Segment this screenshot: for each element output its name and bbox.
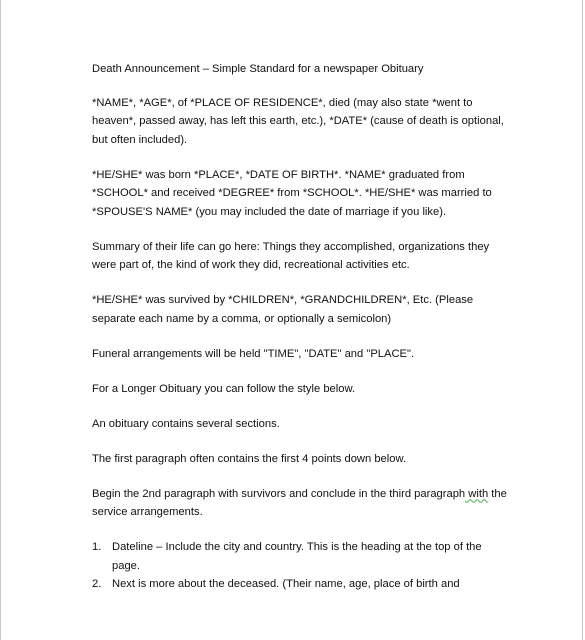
list-number: 2. <box>92 578 102 590</box>
paragraph-longer-obituary: For a Longer Obituary you can follow the style below. <box>92 382 356 395</box>
paragraph-structure-start: Begin the 2nd paragraph with survivors and conclude in the third paragraph <box>92 487 466 500</box>
paragraph-funeral: Funeral arrangements will be held "TIME", "DATE" and "PLACE". <box>92 347 415 360</box>
list-item <box>92 575 512 594</box>
list-text: Next is more about the deceased. (Their name, age, place of birth and <box>112 578 460 590</box>
paragraph-sections: An obituary contains several sections. <box>92 417 280 430</box>
paragraph-structure <box>92 485 512 522</box>
paragraph-structure-end: the service arrangements. <box>92 487 507 518</box>
document-body <box>92 60 512 594</box>
paragraph-life-summary: Summary of their life can go here: Things they accomplished, organizations they were part of, the kind of work they did, recreational activities etc. <box>92 240 490 271</box>
list-item <box>92 538 512 575</box>
paragraph-birth-education: *HE/SHE* was born *PLACE*, *DATE OF BIRTH*. *NAME* graduated from *SCHOOL* and received *DEGREE* from *SCHOOL*. *HE/SHE* was married to *SPOUSE'S NAME* (you may included the date of marriage if you like). <box>92 168 492 218</box>
document-title: Death Announcement – Simple Standard for a newspaper Obituary <box>92 63 424 75</box>
list-number: 1. <box>92 541 102 553</box>
paragraph-announcement: *NAME*, *AGE*, of *PLACE OF RESIDENCE*, died (may also state *went to heaven*, passed away, has left this earth, etc.), *DATE* (cause of death is optional, but often included). <box>92 96 504 146</box>
paragraph-survivors: *HE/SHE* was survived by *CHILDREN*, *GRANDCHILDREN*, Etc. (Please separate each name by a comma, or optionally a semicolon) <box>92 294 474 325</box>
list-text: Dateline – Include the city and country. This is the heading at the top of the page. <box>112 541 482 572</box>
numbered-list <box>92 538 512 594</box>
paragraph-first-points: The first paragraph often contains the first 4 points down below. <box>92 452 407 465</box>
grammar-squiggle-word[interactable]: with <box>465 487 489 500</box>
